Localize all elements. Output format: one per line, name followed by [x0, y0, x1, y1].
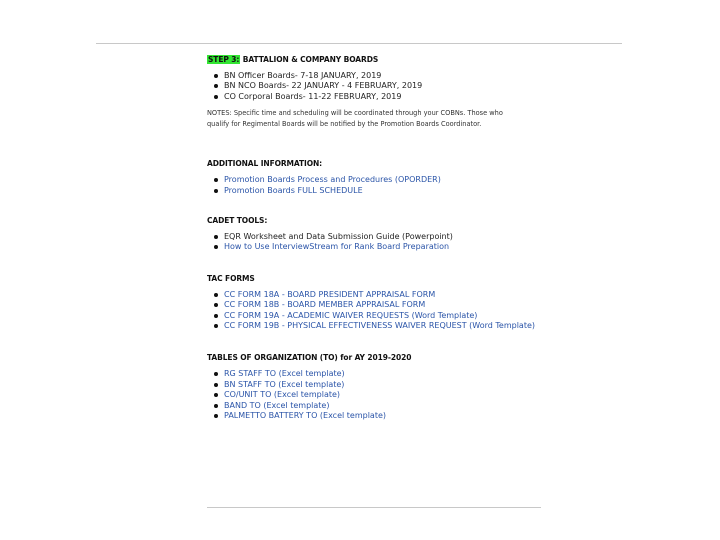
step-highlight: STEP 3: — [208, 55, 240, 64]
list-item: EQR Worksheet and Data Submission Guide (Powerpoint) — [224, 232, 567, 242]
section-heading: CADET TOOLS: — [207, 216, 268, 226]
link-bn-staff-to[interactable]: BN STAFF TO (Excel template) — [224, 380, 567, 390]
link-cc-form-18b[interactable]: CC FORM 18B - BOARD MEMBER APPRAISAL FORM — [224, 300, 567, 310]
bullet-icon — [214, 245, 218, 249]
link-cc-form-18a[interactable]: CC FORM 18A - BOARD PRESIDENT APPRAISAL FORM — [224, 290, 567, 300]
bullet-icon — [214, 372, 218, 376]
link-full-schedule[interactable]: Promotion Boards FULL SCHEDULE — [224, 186, 567, 196]
link-co-unit-to[interactable]: CO/UNIT TO (Excel template) — [224, 390, 567, 400]
step-title: BATTALION & COMPANY BOARDS — [240, 55, 379, 64]
bullet-icon — [214, 314, 218, 318]
cadet-tools-list — [207, 232, 567, 253]
bullet-icon — [214, 84, 218, 88]
link-cc-form-19a[interactable]: CC FORM 19A - ACADEMIC WAIVER REQUESTS (Word Template) — [224, 311, 567, 321]
bullet-icon — [214, 178, 218, 182]
section-battalion-company-boards — [207, 55, 567, 130]
section-tables-of-organization — [207, 353, 567, 421]
link-interviewstream[interactable]: How to Use InterviewStream for Rank Board Preparation — [224, 242, 567, 252]
bullet-icon — [214, 383, 218, 387]
bullet-icon — [214, 414, 218, 418]
list-item: CO Corporal Boards- 11-22 FEBRUARY, 2019 — [224, 92, 567, 102]
section-heading: TABLES OF ORGANIZATION (TO) for AY 2019-2020 — [207, 353, 412, 363]
link-palmetto-battery-to[interactable]: PALMETTO BATTERY TO (Excel template) — [224, 411, 567, 421]
bullet-icon — [214, 74, 218, 78]
boards-schedule-list — [207, 71, 567, 102]
bullet-icon — [214, 293, 218, 297]
section-tac-forms — [207, 274, 567, 332]
bottom-divider — [207, 507, 541, 508]
section-cadet-tools — [207, 216, 567, 253]
bullet-icon — [214, 303, 218, 307]
list-item: BN NCO Boards- 22 JANUARY - 4 FEBRUARY, 2019 — [224, 81, 567, 91]
section-heading — [207, 55, 567, 65]
bullet-icon — [214, 95, 218, 99]
section-additional-information — [207, 159, 567, 196]
document-body — [207, 55, 567, 422]
additional-links-list — [207, 175, 567, 196]
bullet-icon — [214, 189, 218, 193]
top-divider — [96, 43, 622, 44]
section-heading: TAC FORMS — [207, 273, 255, 283]
link-cc-form-19b[interactable]: CC FORM 19B - PHYSICAL EFFECTIVENESS WAIVER REQUEST (Word Template) — [224, 321, 567, 331]
bullet-icon — [214, 324, 218, 328]
tac-forms-list — [207, 290, 567, 332]
bullet-icon — [214, 393, 218, 397]
link-oporder[interactable]: Promotion Boards Process and Procedures (OPORDER) — [224, 175, 567, 185]
link-band-to[interactable]: BAND TO (Excel template) — [224, 401, 567, 411]
bullet-icon — [214, 235, 218, 239]
tables-list — [207, 369, 567, 421]
link-rg-staff-to[interactable]: RG STAFF TO (Excel template) — [224, 369, 567, 379]
section-heading: ADDITIONAL INFORMATION: — [207, 159, 323, 169]
list-item: BN Officer Boards- 7-18 JANUARY, 2019 — [224, 71, 567, 81]
bullet-icon — [214, 404, 218, 408]
notes-paragraph: NOTES: Specific time and scheduling will be coordinated through your COBNs. Those who qualify for Regimental Boards will be notified by the Promotion Boards Coordinator. — [207, 109, 503, 129]
